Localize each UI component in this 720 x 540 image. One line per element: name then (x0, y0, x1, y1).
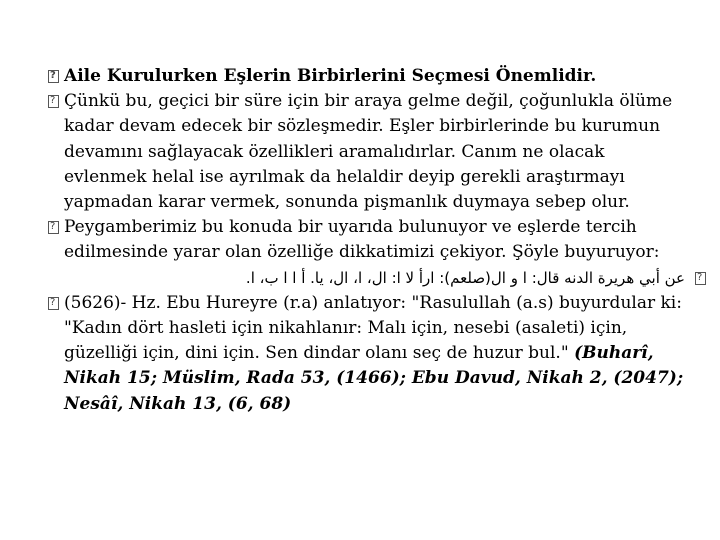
bullet-box-icon (695, 272, 706, 285)
bullet-box-icon (48, 221, 59, 234)
heading-paragraph (48, 64, 688, 89)
bullet-box-icon (48, 70, 59, 83)
explanation-text: Çünkü bu, geçici bir süre için bir araya gelme değil, çoğunlukla ölüme kadar devam edecek bir sözleşmedir. Eşler birbirlerinde bu kurumun devamını sağlayacak özellikleri aramalıdırlar. Canım ne olacak evlenmek helal ise ayrılmak da helaldir deyip gerekli araştırmayı yapmadan karar vermek, sonunda pişmanlık duymaya sebep olur. (64, 91, 673, 213)
arabic-text: عن أبي هريرة الدنه قال: ا و ال(صلعم): ارأ لا ا: ال، ا، ال، يا. أ ا ا ب، ا. (245, 268, 685, 287)
bullet-box-icon (48, 95, 59, 108)
heading-text: Aile Kurulurken Eşlerin Birbirlerini Seçmesi Önemlidir. (64, 66, 597, 86)
arabic-hadith-line (32, 266, 706, 291)
hadith-paragraph (48, 291, 688, 417)
prophet-paragraph (48, 215, 688, 265)
slide-content (48, 64, 688, 417)
prophet-text: Peygamberimiz bu konuda bir uyarıda bulunuyor ve eşlerde tercih edilmesinde yarar olan özelliğe dikkatimizi çekiyor. Şöyle buyuruyor: (64, 217, 660, 263)
explanation-paragraph (48, 89, 688, 215)
bullet-box-icon (48, 297, 59, 310)
hadith-citation: (Buharî, Nikah 15; Müslim, Rada 53, (1466); Ebu Davud, Nikah 2, (2047); Nesâî, Nikah 13, (6, 68) (64, 343, 684, 414)
hadith-text: (5626)- Hz. Ebu Hureyre (r.a) anlatıyor: "Rasulullah (a.s) buyurdular ki: "Kadın dört hasleti için nikahlanır: Malı için, nesebi (asaleti) için, güzelliği için, dini için. Sen dindar olanı seç de huzur bul." (64, 292, 682, 364)
